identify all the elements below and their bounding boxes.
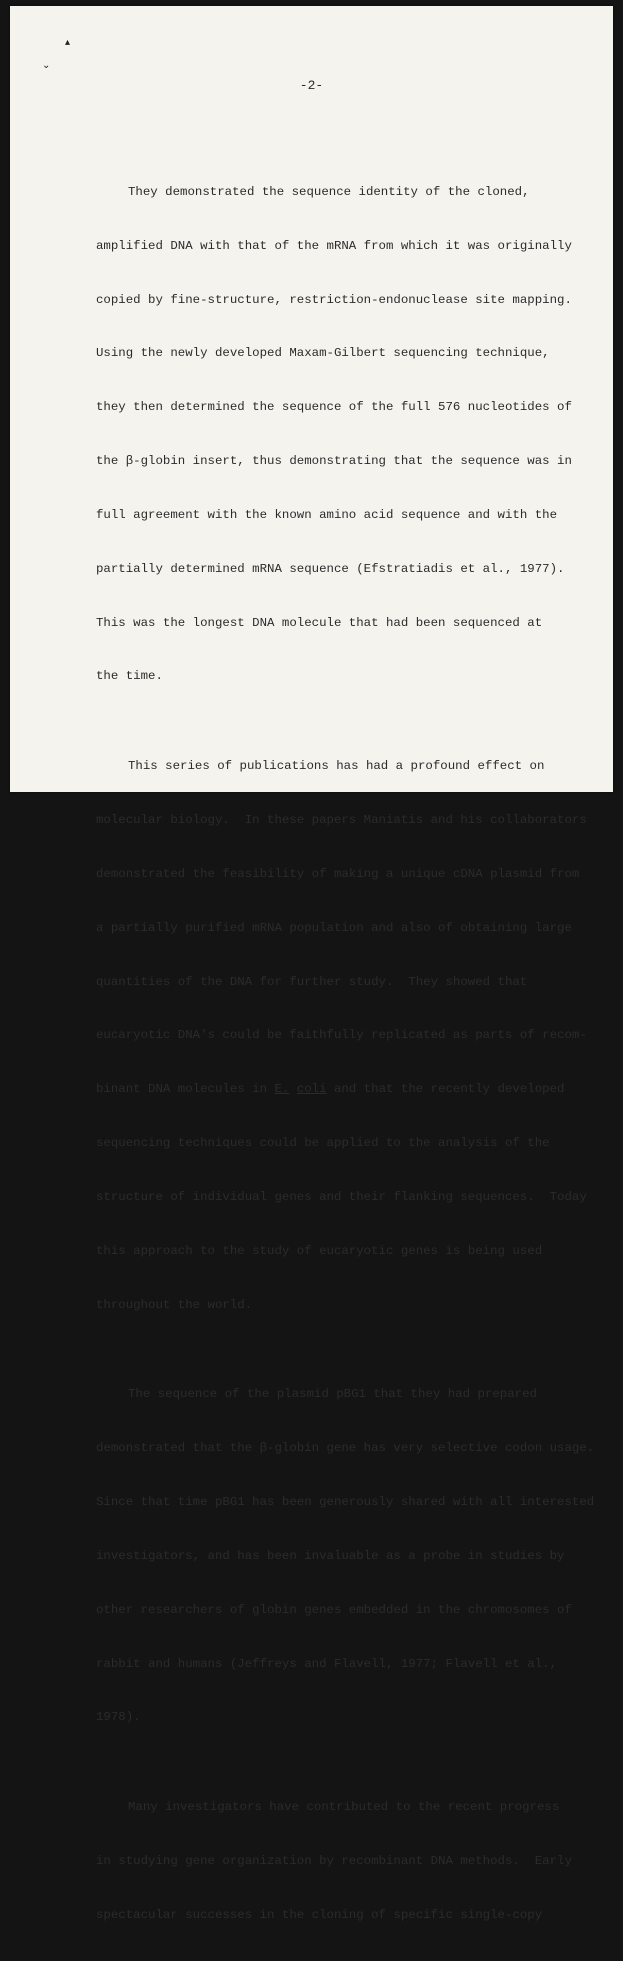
text-line: The sequence of the plasmid pBG1 that they had prepared [128, 1387, 537, 1402]
text-line: amplified DNA with that of the mRNA from which it was originally [96, 238, 572, 253]
text-line [96, 1081, 566, 1099]
text-line: the time. [96, 669, 163, 684]
text-line: a partially purified mRNA population and also of obtaining large [96, 920, 572, 935]
text-line: the β-globin insert, thus demonstrating that the sequence was in [96, 454, 572, 469]
document-page [10, 6, 613, 1922]
text-line: throughout the world. [96, 1297, 253, 1312]
text-line: molecular biology. In these papers Maniatis and his collaborators [96, 813, 587, 828]
text-line: copied by fine-structure, restriction-endonuclease site mapping. [96, 292, 572, 307]
text-line: structure of individual genes and their flanking sequences. Today [96, 1189, 587, 1204]
text-line: They demonstrated the sequence identity of the cloned, [128, 184, 530, 199]
body-text [96, 130, 595, 1961]
text-line: Using the newly developed Maxam-Gilbert sequencing technique, [96, 346, 550, 361]
text-line: eucaryotic DNA's could be faithfully replicated as parts of recom- [96, 1028, 587, 1043]
text-line: they then determined the sequence of the full 576 nucleotides of [96, 400, 572, 415]
text-line: 1978). [96, 1710, 141, 1725]
text-line: partially determined mRNA sequence (Efstratiadis et al., 1977). [96, 561, 565, 576]
text-line: this approach to the study of eucaryotic genes is being used [96, 1243, 543, 1258]
text-segment: and that the recently developed [326, 1082, 565, 1097]
text-line: Many investigators have contributed to the recent progress [128, 1800, 560, 1815]
species-genus: E. [274, 1082, 290, 1097]
page-number: -2- [299, 78, 324, 93]
text-segment: binant DNA molecules in [96, 1082, 275, 1097]
text-line: investigators, and has been invaluable as a probe in studies by [96, 1548, 565, 1563]
pencil-mark: ⌄ [42, 60, 51, 71]
text-line: spectacular successes in the cloning of specific single-copy [96, 1907, 543, 1922]
text-line: in studying gene organization by recombinant DNA methods. Early [96, 1854, 572, 1869]
text-line: demonstrated the feasibility of making a unique cDNA plasmid from [96, 866, 580, 881]
text-line: full agreement with the known amino acid sequence and with the [96, 507, 558, 522]
text-line: rabbit and humans (Jeffreys and Flavell, 1977; Flavell et al., [96, 1656, 558, 1671]
text-line: other researchers of globin genes embedded in the chromosomes of [96, 1602, 572, 1617]
species-name: coli [296, 1082, 327, 1097]
text-line: quantities of the DNA for further study. They showed that [96, 974, 528, 989]
text-line: This series of publications has had a profound effect on [128, 759, 545, 774]
text-segment [289, 1082, 296, 1096]
text-line: Since that time pBG1 has been generously shared with all interested [96, 1495, 595, 1510]
text-line: This was the longest DNA molecule that had been sequenced at [96, 615, 543, 630]
text-line: demonstrated that the β-globin gene has very selective codon usage. [96, 1441, 595, 1456]
pencil-mark: ▴ [65, 37, 71, 48]
text-line: sequencing techniques could be applied to the analysis of the [96, 1136, 550, 1151]
